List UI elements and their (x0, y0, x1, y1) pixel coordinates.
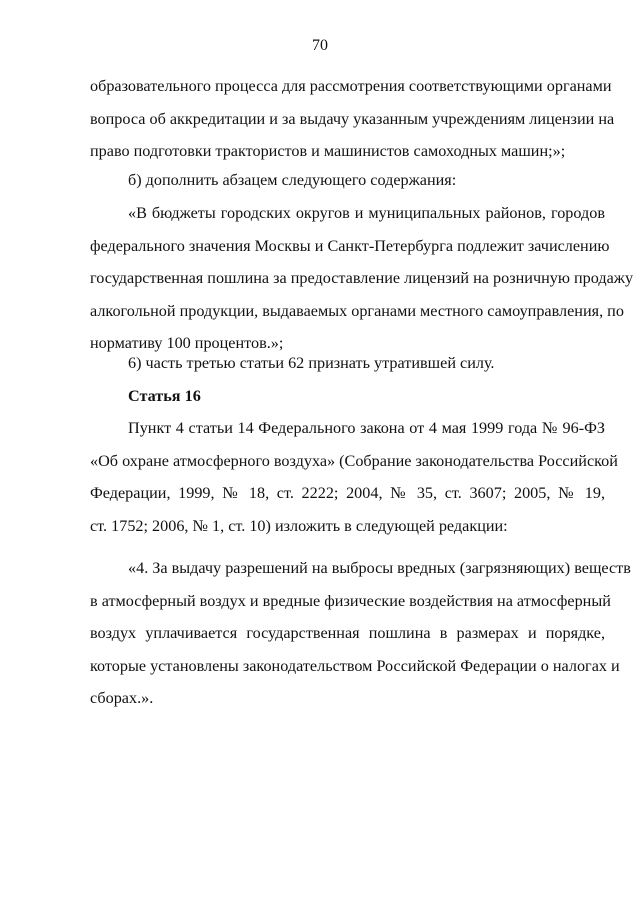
paragraph-continuation (90, 70, 615, 168)
paragraph-quoted-item-4 (90, 552, 631, 715)
text-line: которые установлены законодательством Российской Федерации о налогах и (90, 656, 620, 675)
text-line: право подготовки трактористов и машинистов самоходных машин;»; (90, 142, 566, 161)
text-line: ст. 1752; 2006, № 1, ст. 10) изложить в следующей редакции: (90, 516, 508, 535)
paragraph-amendment-b (90, 164, 605, 197)
paragraph-amendment-6 (90, 347, 605, 380)
paragraph-quoted-budget (90, 197, 634, 360)
text-line: алкогольной продукции, выдаваемых органами местного самоуправления, по (90, 301, 624, 320)
text-line: «В бюджеты городских округов и муниципальных районов, городов (128, 204, 605, 222)
text-line: вопроса об аккредитации и за выдачу указанным учреждениям лицензии на (90, 109, 615, 128)
text-line: «Об охране атмосферного воздуха» (Собрание законодательства Российской (90, 451, 618, 470)
text-line: нормативу 100 процентов.»; (90, 334, 284, 353)
text-line: Федерации, 1999, № 18, ст. 2222; 2004, № 35, ст. 3607; 2005, № 19, (90, 484, 605, 503)
text-line: государственная пошлина за предоставление лицензий на розничную продажу (90, 269, 634, 288)
page-number: 70 (312, 37, 328, 54)
text-line: б) дополнить абзацем следующего содержания: (128, 171, 457, 189)
text-line: образовательного процесса для рассмотрения соответствующими органами (90, 77, 612, 95)
article-heading (90, 380, 605, 413)
text-line: федерального значения Москвы и Санкт-Петербурга подлежит зачислению (90, 236, 610, 255)
text-line: «4. За выдачу разрешений на выбросы вредных (загрязняющих) веществ (128, 559, 631, 577)
paragraph-article-16 (90, 412, 618, 542)
text-line: в атмосферный воздух и вредные физические воздействия на атмосферный (90, 591, 611, 610)
text-line: воздух уплачивается государственная пошлина в размерах и порядке, (90, 624, 605, 643)
article-title: Статья 16 (128, 387, 201, 405)
text-line: 6) часть третью статьи 62 признать утратившей силу. (128, 354, 495, 372)
text-line: сборах.». (90, 689, 154, 708)
text-line: Пункт 4 статьи 14 Федерального закона от 4 мая 1999 года № 96-ФЗ (128, 419, 605, 437)
